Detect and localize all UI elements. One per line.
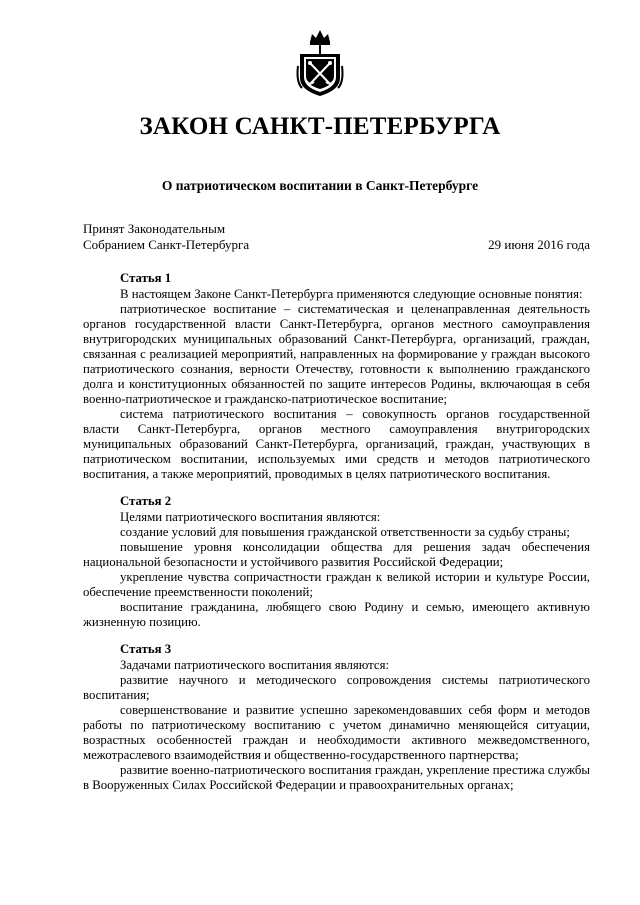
coat-of-arms-icon [296,26,344,98]
article-paragraph: совершенствование и развитие успешно зарекомендовавших себя форм и методов работы по патриотическому воспитанию с учетом динамично меняющейся ситуации, возрастных особенностей граждан и необходимости активного межведомственного, межотраслевого взаимодействия и общественно-государственного партнерства; [83,703,590,762]
article-2 [83,494,590,630]
article-paragraph: создание условий для повышения гражданской ответственности за судьбу страны; [120,525,570,539]
law-title: ЗАКОН САНКТ-ПЕТЕРБУРГА [139,113,501,140]
article-paragraph: система патриотического воспитания – совокупность органов государственной власти Санкт-Петербурга, органов местного самоуправления внутригородских муниципальных образований Санкт-Петербурга, организаций, граждан, участвующих в патриотическом воспитании, используемых ими средств и методов патриотического воспитания, а также мероприятий, проводимых в целях патриотического воспитания. [83,407,590,481]
article-paragraph: патриотическое воспитание – систематическая и целенаправленная деятельность органов государственной власти Санкт-Петербурга, органов местного самоуправления внутригородских муниципальных образований Санкт-Петербурга, организаций, граждан, связанная с реализацией мероприятий, направленных на формирование у граждан высокого патриотического сознания, верности Отечеству, готовности к выполнению гражданского долга и конституционных обязанностей по защите интересов Родины, включающая в себя военно-патриотическое и гражданско-патриотическое воспитание; [83,302,590,406]
article-1 [83,271,590,482]
article-paragraph: повышение уровня консолидации общества для решения задач обеспечения национальной безопасности и устойчивого развития Российской Федерации; [83,540,590,569]
law-subtitle: О патриотическом воспитании в Санкт-Петербурге [161,178,479,193]
article-paragraph: развитие научного и методического сопровождения системы патриотического воспитания; [83,673,590,702]
adoption-info [83,221,383,253]
article-paragraph: развитие военно-патриотического воспитания граждан, укрепление престижа службы в Вооруженных Силах Российской Федерации и правоохранительных органах; [83,763,590,792]
adoption-line-2: Собранием Санкт-Петербурга [83,237,250,252]
article-paragraph: В настоящем Законе Санкт-Петербурга применяются следующие основные понятия: [120,287,583,301]
article-3 [83,642,590,793]
article-heading: Статья 1 [120,271,172,285]
article-paragraph: воспитание гражданина, любящего свою Родину и семью, имеющего активную жизненную позицию. [83,600,590,629]
adoption-line-1: Принят Законодательным [83,221,226,236]
article-paragraph: Целями патриотического воспитания являются: [120,510,381,524]
article-heading: Статья 3 [120,642,172,656]
article-heading: Статья 2 [120,494,172,508]
adoption-date: 29 июня 2016 года [488,237,590,252]
law-body [83,271,590,805]
article-paragraph: Задачами патриотического воспитания являются: [120,658,390,672]
article-paragraph: укрепление чувства сопричастности граждан к великой истории и культуре России, обеспечение преемственности поколений; [83,570,590,599]
